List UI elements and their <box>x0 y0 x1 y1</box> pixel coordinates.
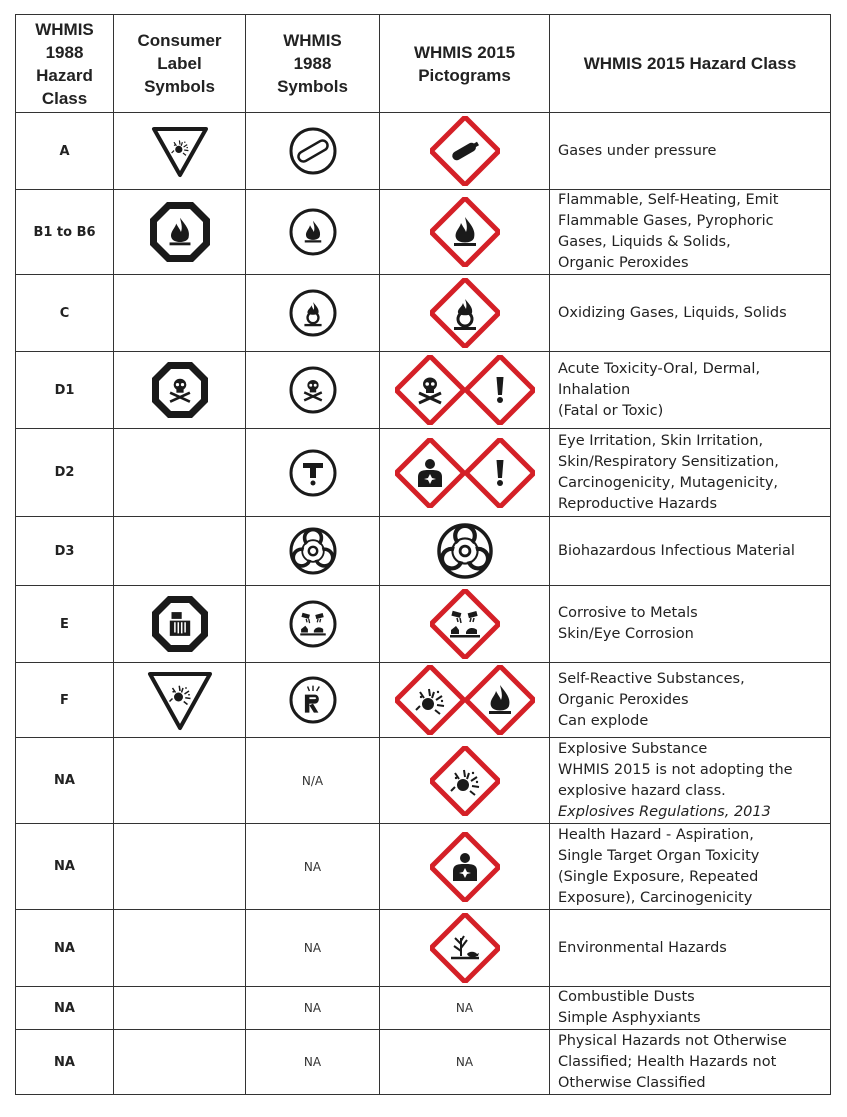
table-row <box>16 824 831 910</box>
table-row <box>16 910 831 987</box>
whmis-1988-na: NA <box>246 910 380 987</box>
environment-diamond-icon <box>430 913 500 983</box>
whmis-1988-na: NA <box>246 1030 380 1095</box>
hazard-description: Gases under pressure <box>550 113 831 190</box>
table-row <box>16 1030 831 1095</box>
header-whmis-2015-hazard-class: WHMIS 2015 Hazard Class <box>550 15 831 113</box>
table-row <box>16 113 831 190</box>
hazard-class-code: F <box>16 663 114 738</box>
corrosion-circle-icon <box>287 598 339 650</box>
flame-octagon-icon <box>147 199 213 265</box>
gas-cylinder-diamond-icon <box>430 116 500 186</box>
whmis-table <box>15 14 831 1095</box>
corrosion-diamond-icon <box>430 589 500 659</box>
skull-circle-icon <box>287 364 339 416</box>
health-hazard-diamond-icon <box>395 438 465 508</box>
hazard-description: Health Hazard - Aspiration, Single Target Organ Toxicity (Single Exposure, Repeated Exposure), Carcinogenicity <box>550 824 831 910</box>
hazard-description: Oxidizing Gases, Liquids, Solids <box>550 275 831 352</box>
table-row <box>16 517 831 586</box>
table-row <box>16 352 831 429</box>
hazard-class-code: A <box>16 113 114 190</box>
hazard-description: Explosive Substance WHMIS 2015 is not adopting the explosive hazard class. Explosives Regulations, 2013 <box>550 738 831 824</box>
whmis-1988-na: NA <box>246 987 380 1030</box>
table-row <box>16 663 831 738</box>
flame-circle-icon <box>287 206 339 258</box>
hazard-description: Eye Irritation, Skin Irritation, Skin/Respiratory Sensitization, Carcinogenicity, Mutagenicity, Reproductive Hazards <box>550 429 831 517</box>
table-row <box>16 987 831 1030</box>
table-row <box>16 586 831 663</box>
exclamation-diamond-icon <box>465 355 535 425</box>
biohazard-circle-large-icon <box>435 521 495 581</box>
table-row <box>16 190 831 275</box>
hazard-class-code: NA <box>16 910 114 987</box>
hazard-class-code: NA <box>16 738 114 824</box>
hazard-class-code: D1 <box>16 352 114 429</box>
dangerously-reactive-circle-icon <box>287 674 339 726</box>
flame-diamond-icon <box>430 197 500 267</box>
skull-diamond-icon <box>395 355 465 425</box>
hazard-description: Biohazardous Infectious Material <box>550 517 831 586</box>
header-consumer-label-symbols: Consumer Label Symbols <box>114 15 246 113</box>
hazard-description: Acute Toxicity-Oral, Dermal, Inhalation (Fatal or Toxic) <box>550 352 831 429</box>
hazard-class-code: B1 to B6 <box>16 190 114 275</box>
table-row <box>16 429 831 517</box>
hazard-class-code: E <box>16 586 114 663</box>
health-hazard-diamond-icon <box>430 832 500 902</box>
exploding-bomb-diamond-icon <box>430 746 500 816</box>
biohazard-circle-icon <box>287 525 339 577</box>
flame-diamond-icon <box>465 665 535 735</box>
header-row <box>16 15 831 113</box>
hazard-description: Self-Reactive Substances, Organic Peroxides Can explode <box>550 663 831 738</box>
table-row <box>16 738 831 824</box>
gas-cylinder-circle-icon <box>287 125 339 177</box>
hazard-description: Flammable, Self-Heating, Emit Flammable Gases, Pyrophoric Gases, Liquids & Solids, Organic Peroxides <box>550 190 831 275</box>
hazard-class-code: C <box>16 275 114 352</box>
flame-over-circle-circle-icon <box>287 287 339 339</box>
hazard-description: Physical Hazards not Otherwise Classified; Health Hazards not Otherwise Classified <box>550 1030 831 1095</box>
corrosive-hand-octagon-icon <box>149 593 211 655</box>
hazard-class-code: NA <box>16 824 114 910</box>
pictogram-na: NA <box>380 987 550 1030</box>
header-whmis-1988-class: WHMIS 1988 Hazard Class <box>16 15 114 113</box>
toxic-t-circle-icon <box>287 447 339 499</box>
hazard-description: Environmental Hazards <box>550 910 831 987</box>
whmis-1988-na: NA <box>246 824 380 910</box>
hazard-class-code: D3 <box>16 517 114 586</box>
header-whmis-2015-pictograms: WHMIS 2015 Pictograms <box>380 15 550 113</box>
explosive-container-triangle-icon <box>145 668 215 732</box>
hazard-description: Corrosive to Metals Skin/Eye Corrosion <box>550 586 831 663</box>
header-whmis-1988-symbols: WHMIS 1988 Symbols <box>246 15 380 113</box>
hazard-class-code: D2 <box>16 429 114 517</box>
pictogram-na: NA <box>380 1030 550 1095</box>
exclamation-diamond-icon <box>465 438 535 508</box>
flame-over-circle-diamond-icon <box>430 278 500 348</box>
hazard-class-code: NA <box>16 1030 114 1095</box>
skull-octagon-icon <box>149 359 211 421</box>
table-row <box>16 275 831 352</box>
hazard-description: Combustible Dusts Simple Asphyxiants <box>550 987 831 1030</box>
explosive-container-triangle-icon <box>150 123 210 179</box>
whmis-1988-na: N/A <box>246 738 380 824</box>
exploding-bomb-diamond-icon <box>395 665 465 735</box>
hazard-class-code: NA <box>16 987 114 1030</box>
